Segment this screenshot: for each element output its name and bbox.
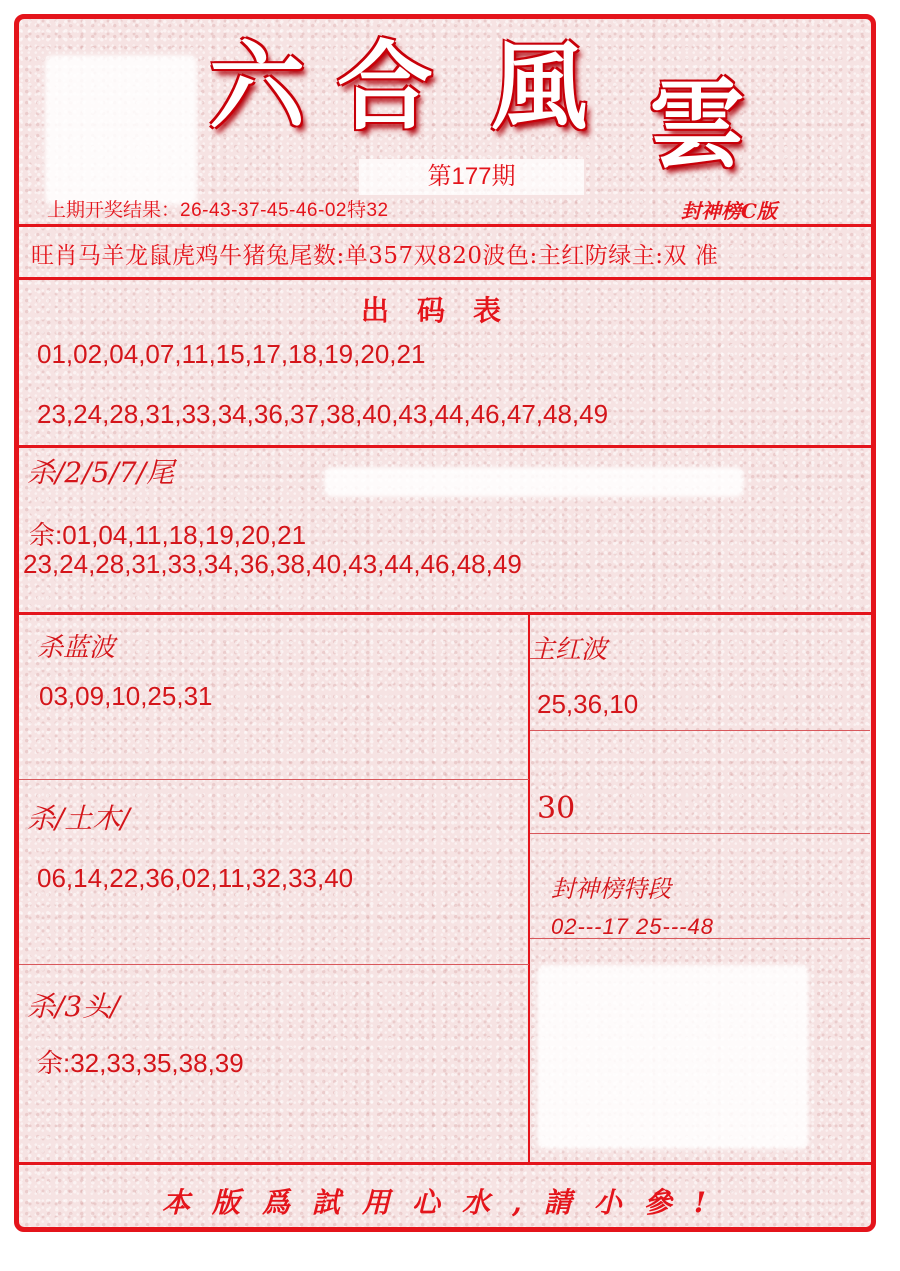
kill-tail-rest-1: 余:01,04,11,18,19,20,21 bbox=[29, 520, 307, 550]
edition-label: 封神榜C版 bbox=[681, 199, 777, 223]
divider bbox=[19, 277, 871, 280]
lottery-sheet bbox=[14, 14, 876, 1232]
kill-tail-label: 杀/2/5/7/尾 bbox=[27, 456, 175, 489]
title-char-2: 合 bbox=[337, 30, 433, 143]
main-red-label: 主红波 bbox=[529, 635, 608, 665]
main-red-numbers: 25,36,10 bbox=[537, 689, 639, 719]
kill-blue-numbers: 03,09,10,25,31 bbox=[39, 681, 213, 711]
divider bbox=[19, 779, 529, 780]
kill-heads-label: 杀/3头/ bbox=[27, 990, 120, 1023]
divider bbox=[19, 445, 871, 448]
number-table-line-2: 23,24,28,31,33,34,36,37,38,40,43,44,46,47,48,49 bbox=[37, 399, 609, 429]
special-segment-value: 02---17 25---48 bbox=[551, 914, 714, 939]
last-result-label: 上期开奖结果： bbox=[47, 200, 181, 221]
title-char-3: 風 bbox=[491, 30, 587, 143]
title-char-1: 六 bbox=[209, 30, 305, 143]
kill-tail-rest-2: 23,24,28,31,33,34,36,38,40,43,44,46,48,49 bbox=[23, 549, 522, 579]
issue-number: 第177期 bbox=[359, 159, 584, 195]
title-char-4: 雲 bbox=[649, 68, 745, 181]
blurred-banner bbox=[324, 467, 744, 497]
divider bbox=[530, 730, 870, 731]
divider bbox=[19, 964, 529, 965]
kill-earth-wood-numbers: 06,14,22,36,02,11,32,33,40 bbox=[37, 863, 354, 893]
divider bbox=[530, 833, 870, 834]
number-table-title: 出码表 bbox=[360, 294, 529, 327]
footer-note: 本版爲試用心水,請小參! bbox=[161, 1186, 729, 1219]
divider bbox=[19, 1162, 871, 1165]
column-divider bbox=[528, 615, 530, 1162]
blurred-image bbox=[537, 965, 809, 1149]
last-result-value: 26-43-37-45-46-02特32 bbox=[180, 200, 389, 221]
number-table-line-1: 01,02,04,07,11,15,17,18,19,20,21 bbox=[37, 339, 426, 369]
divider bbox=[19, 224, 871, 227]
special-segment-label: 封神榜特段 bbox=[551, 875, 671, 903]
kill-earth-wood-label: 杀/土木/ bbox=[27, 802, 130, 835]
single-number: 30 bbox=[537, 791, 576, 826]
zodiac-line: 旺肖马羊龙鼠虎鸡牛猪兔尾数:单357双820波色:主红防绿主:双 准 bbox=[31, 243, 719, 269]
kill-heads-rest: 余:32,33,35,38,39 bbox=[37, 1048, 244, 1078]
divider bbox=[19, 612, 871, 615]
blurred-logo bbox=[45, 55, 197, 205]
last-result bbox=[47, 195, 389, 222]
kill-blue-label: 杀蓝波 bbox=[37, 633, 116, 663]
